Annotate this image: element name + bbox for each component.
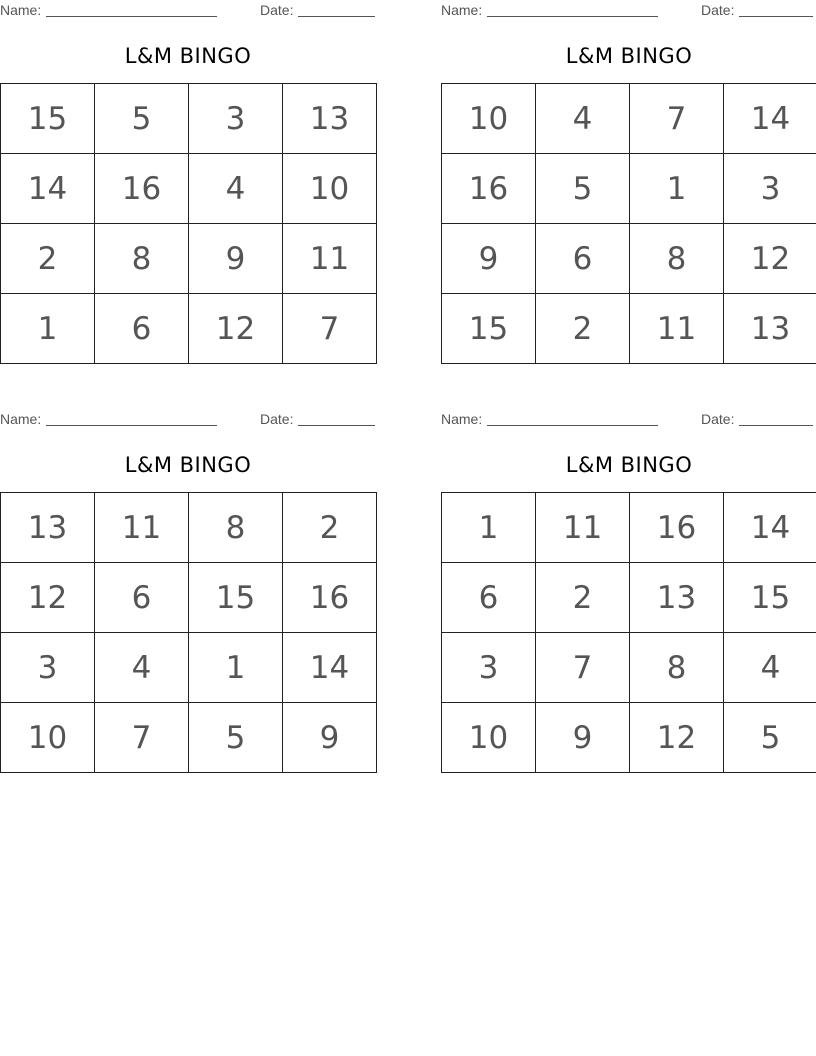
grid-cell: 10	[1, 703, 95, 773]
grid-cell: 3	[1, 633, 95, 703]
grid-cell: 15	[442, 294, 536, 364]
card-header-line	[441, 409, 816, 427]
grid-cell: 1	[442, 493, 536, 563]
grid-cell: 15	[1, 84, 95, 154]
grid-cell: 1	[1, 294, 95, 364]
grid-cell: 16	[283, 563, 377, 633]
grid-cell: 5	[189, 703, 283, 773]
grid-cell: 7	[95, 703, 189, 773]
name-blank-line	[46, 16, 217, 17]
bingo-grid	[441, 83, 816, 364]
grid-cell: 6	[442, 563, 536, 633]
grid-cell: 6	[95, 294, 189, 364]
grid-cell: 12	[724, 224, 816, 294]
name-blank-line	[487, 425, 658, 426]
grid-cell: 9	[442, 224, 536, 294]
grid-row	[442, 493, 816, 563]
name-blank-line	[487, 16, 658, 17]
grid-cell: 11	[536, 493, 630, 563]
date-label: Date:	[701, 411, 735, 427]
grid-row	[442, 703, 816, 773]
grid-cell: 2	[283, 493, 377, 563]
grid-cell: 13	[724, 294, 816, 364]
grid-cell: 16	[442, 154, 536, 224]
grid-cell: 5	[95, 84, 189, 154]
grid-cell: 13	[283, 84, 377, 154]
bingo-grid	[441, 492, 816, 773]
grid-cell: 14	[283, 633, 377, 703]
grid-cell: 4	[95, 633, 189, 703]
name-blank-line	[46, 425, 217, 426]
grid-cell: 2	[536, 294, 630, 364]
date-label: Date:	[260, 411, 294, 427]
grid-cell: 4	[189, 154, 283, 224]
card-title: L&M BINGO	[124, 44, 252, 68]
grid-cell: 4	[724, 633, 816, 703]
grid-cell: 14	[1, 154, 95, 224]
card-title: L&M BINGO	[565, 453, 693, 477]
grid-cell: 6	[95, 563, 189, 633]
grid-row	[1, 154, 377, 224]
grid-cell: 9	[189, 224, 283, 294]
date-blank-line	[739, 16, 813, 17]
grid-row	[1, 294, 377, 364]
grid-cell: 10	[442, 703, 536, 773]
date-blank-line	[739, 425, 813, 426]
grid-cell: 12	[630, 703, 724, 773]
grid-cell: 16	[630, 493, 724, 563]
grid-cell: 5	[536, 154, 630, 224]
grid-cell: 8	[630, 224, 724, 294]
grid-row	[442, 563, 816, 633]
grid-cell: 10	[283, 154, 377, 224]
name-label: Name:	[0, 2, 42, 18]
grid-cell: 15	[189, 563, 283, 633]
grid-cell: 11	[630, 294, 724, 364]
grid-cell: 15	[724, 563, 816, 633]
card-header-line	[0, 0, 376, 18]
grid-row	[1, 633, 377, 703]
grid-cell: 14	[724, 84, 816, 154]
name-label: Name:	[441, 411, 483, 427]
grid-cell: 2	[1, 224, 95, 294]
bingo-grid	[0, 83, 377, 364]
grid-cell: 12	[1, 563, 95, 633]
name-label: Name:	[0, 411, 42, 427]
grid-row	[442, 294, 816, 364]
grid-cell: 7	[536, 633, 630, 703]
grid-cell: 9	[283, 703, 377, 773]
grid-cell: 6	[536, 224, 630, 294]
grid-cell: 14	[724, 493, 816, 563]
grid-row	[1, 493, 377, 563]
grid-cell: 3	[189, 84, 283, 154]
grid-cell: 8	[189, 493, 283, 563]
grid-cell: 7	[283, 294, 377, 364]
grid-row	[1, 703, 377, 773]
card-header-line	[0, 409, 376, 427]
card-title: L&M BINGO	[565, 44, 693, 68]
grid-cell: 4	[536, 84, 630, 154]
date-label: Date:	[701, 2, 735, 18]
grid-cell: 1	[630, 154, 724, 224]
grid-row	[442, 84, 816, 154]
grid-cell: 16	[95, 154, 189, 224]
grid-cell: 12	[189, 294, 283, 364]
grid-cell: 9	[536, 703, 630, 773]
grid-row	[1, 84, 377, 154]
grid-cell: 2	[536, 563, 630, 633]
grid-row	[442, 633, 816, 703]
grid-row	[442, 224, 816, 294]
grid-cell: 11	[283, 224, 377, 294]
date-blank-line	[298, 16, 375, 17]
grid-cell: 11	[95, 493, 189, 563]
grid-cell: 8	[630, 633, 724, 703]
grid-cell: 5	[724, 703, 816, 773]
grid-cell: 7	[630, 84, 724, 154]
grid-cell: 3	[724, 154, 816, 224]
card-title: L&M BINGO	[124, 453, 252, 477]
name-label: Name:	[441, 2, 483, 18]
grid-cell: 8	[95, 224, 189, 294]
grid-cell: 13	[1, 493, 95, 563]
grid-row	[1, 224, 377, 294]
grid-cell: 1	[189, 633, 283, 703]
grid-cell: 10	[442, 84, 536, 154]
bingo-grid	[0, 492, 377, 773]
grid-cell: 3	[442, 633, 536, 703]
grid-cell: 13	[630, 563, 724, 633]
card-header-line	[441, 0, 816, 18]
date-blank-line	[298, 425, 375, 426]
grid-row	[1, 563, 377, 633]
grid-row	[442, 154, 816, 224]
date-label: Date:	[260, 2, 294, 18]
